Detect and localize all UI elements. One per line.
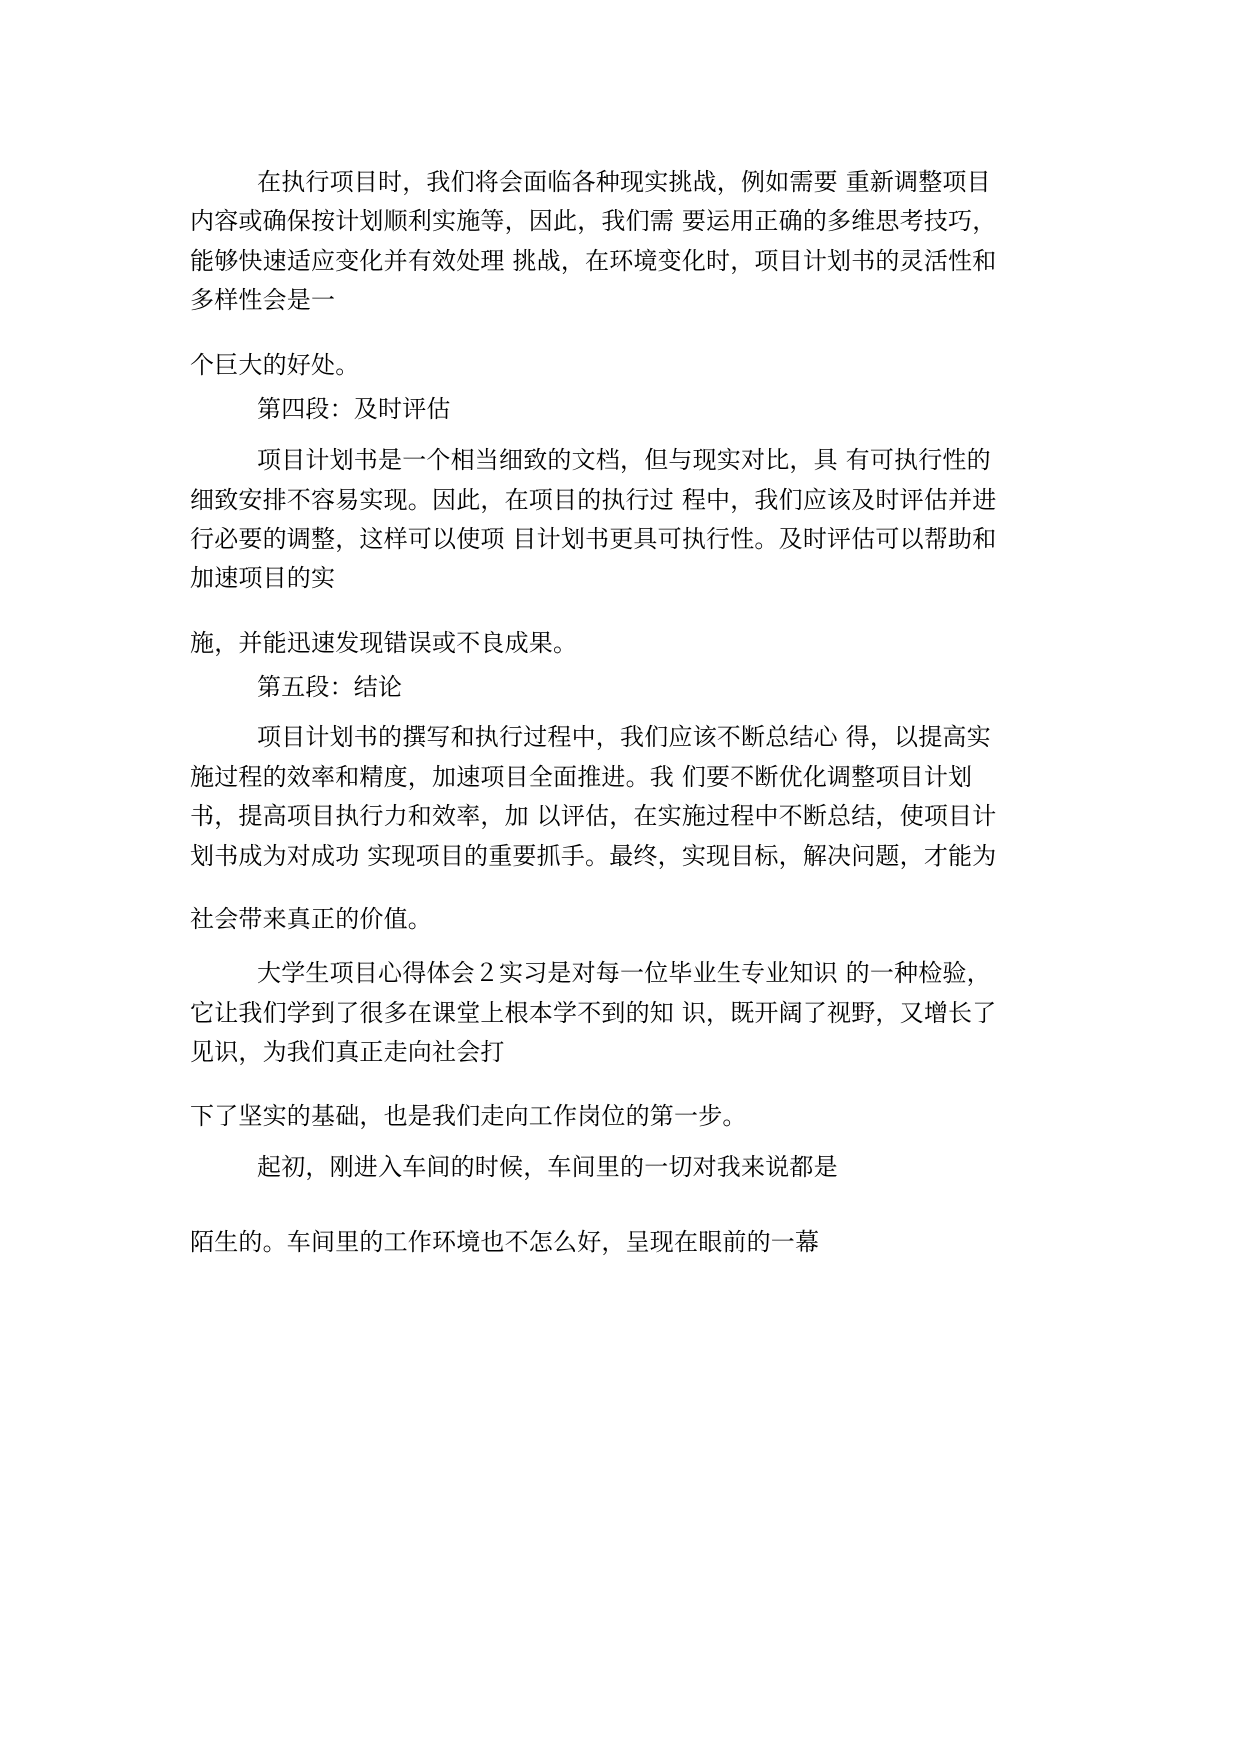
text-line: 内容或确保按计划顺利实施等，因此，我们需 要运用正确的多维思考技巧，	[190, 207, 997, 235]
text-line: 起初，刚进入车间的时候，车间里的一切对我来说都是	[257, 1153, 838, 1181]
text-line: 能够快速适应变化并有效处理 挑战，在环境变化时，项目计划书的灵活性和	[190, 247, 997, 275]
text-line: 下了坚实的基础，也是我们走向工作岗位的第一步。	[190, 1102, 747, 1130]
section-heading: 第五段：结论	[257, 673, 403, 701]
text-line: 陌生的。车间里的工作环境也不怎么好，呈现在眼前的一幕	[190, 1228, 820, 1256]
text-line: 见识，为我们真正走向社会打	[190, 1038, 505, 1066]
section-heading: 第四段：及时评估	[257, 395, 451, 423]
text-line: 在执行项目时，我们将会面临各种现实挑战，例如需要 重新调整项目	[257, 168, 991, 196]
text-line: 多样性会是一	[190, 286, 336, 314]
text-line: 书，提高项目执行力和效率，加 以评估，在实施过程中不断总结，使项目计	[190, 802, 997, 830]
text-line: 社会带来真正的价值。	[190, 905, 432, 933]
text-line: 大学生项目心得体会２实习是对每一位毕业生专业知识 的一种检验，	[257, 959, 991, 987]
text-line: 施过程的效率和精度，加速项目全面推进。我 们要不断优化调整项目计划	[190, 763, 973, 791]
text-line: 加速项目的实	[190, 564, 336, 592]
text-line: 个巨大的好处。	[190, 351, 360, 379]
text-line: 项目计划书的撰写和执行过程中，我们应该不断总结心 得，以提高实	[257, 723, 991, 751]
text-line: 细致安排不容易实现。因此，在项目的执行过 程中，我们应该及时评估并进	[190, 486, 997, 514]
text-line: 划书成为对成功 实现项目的重要抓手。最终，实现目标，解决问题，才能为	[190, 842, 997, 870]
text-line: 项目计划书是一个相当细致的文档，但与现实对比，具 有可执行性的	[257, 446, 991, 474]
text-line: 行必要的调整，这样可以使项 目计划书更具可执行性。及时评估可以帮助和	[190, 525, 997, 553]
text-line: 它让我们学到了很多在课堂上根本学不到的知 识，既开阔了视野，又增长了	[190, 999, 997, 1027]
text-line: 施，并能迅速发现错误或不良成果。	[190, 629, 578, 657]
